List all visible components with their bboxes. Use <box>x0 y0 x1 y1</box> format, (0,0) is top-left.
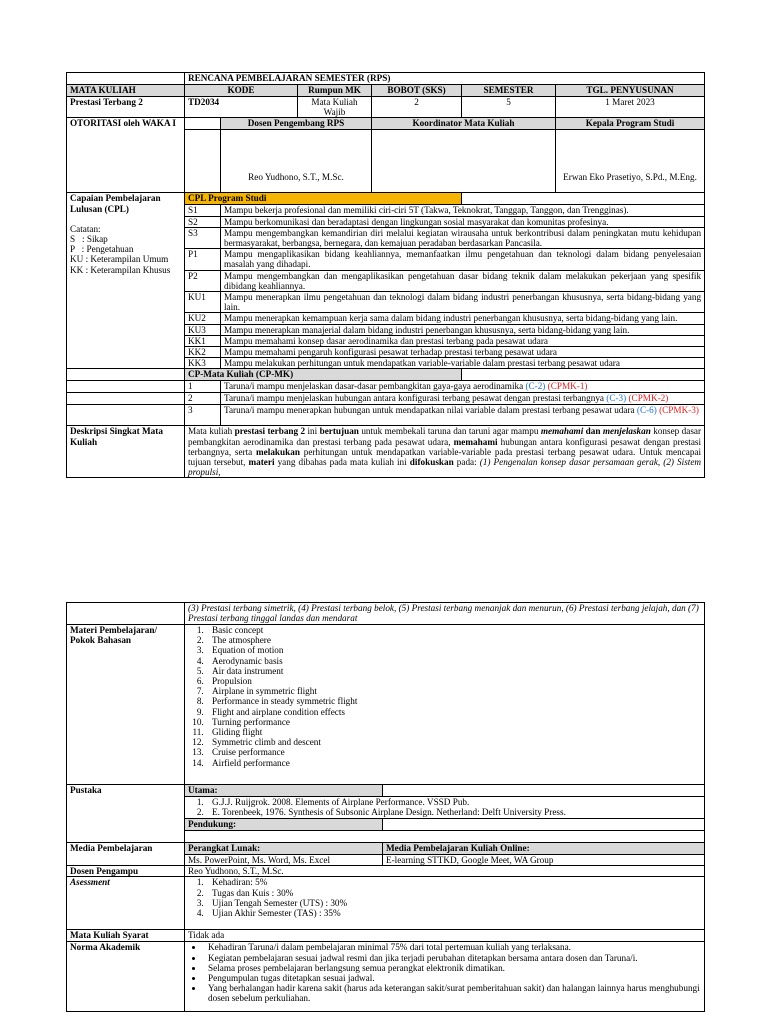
cpl-code: KK3 <box>185 358 221 369</box>
asesmen-item: 1. Kehadiran: 5% <box>206 877 701 887</box>
syarat-label: Mata Kuliah Syarat <box>67 930 185 942</box>
norma-item: • Yang berhalangan hadir karena sakit (harus ada keterangan sakit/surat pemberitahuan sakit) dan halangan lainnya harus menghubungi dosen sebelum perkuliahan. <box>204 983 701 1003</box>
col-kode: KODE <box>185 85 298 97</box>
cpl-code: S1 <box>185 205 221 216</box>
materi-item: 3. Equation of motion <box>206 645 701 655</box>
pustaka-pendukung-heading: Pendukung: <box>185 819 383 831</box>
cpl-text: Mampu mengaplikasikan bidang keahliannya, memanfaatkan ilmu pengetahuan dan teknologi dalam bidang penyelesaian masalah yang dihadapi. <box>221 249 705 270</box>
cpl-text: Mampu memahami pengaruh konfigurasi pesawat terhadap prestasi terbang pesawat udara <box>221 347 705 358</box>
role-kaprodi: Kepala Program Studi <box>556 118 705 130</box>
blank-cell <box>67 381 185 393</box>
val-semester: 5 <box>462 97 556 118</box>
materi-item: 8. Performance in steady symmetric flight <box>206 696 701 706</box>
role-koordinator: Koordinator Mata Kuliah <box>372 118 556 130</box>
blank-cell <box>383 819 705 831</box>
materi-item: 14. Airfield performance <box>206 758 701 768</box>
materi-item: 4. Aerodynamic basis <box>206 656 701 666</box>
cpmk-item <box>221 381 705 393</box>
norma-list-cell <box>185 942 705 1012</box>
materi-item: 10. Turning performance <box>206 717 701 727</box>
cpmk-heading: CP-Mata Kuliah (CP-MK) <box>185 369 462 381</box>
cpmk-code: (CPMK-3) <box>659 405 699 416</box>
blank-cell <box>67 369 185 381</box>
otorisasi-label: OTORITASI oleh WAKA I <box>67 118 185 193</box>
cpl-code: KU3 <box>185 324 221 335</box>
name-kaprodi: Erwan Eko Prasetiyo, S.Pd., M.Eng. <box>556 130 705 193</box>
role-dosen: Dosen Pengembang RPS <box>221 118 372 130</box>
col-tgl: TGL. PENYUSUNAN <box>556 85 705 97</box>
blank-cell <box>67 405 185 426</box>
cpl-note-kk: KK : Keterampilan Khusus <box>70 264 171 275</box>
cpmk-text: Taruna/i mampu menjelaskan dasar-dasar pembangkitan gaya-gaya aerodinamika <box>224 381 524 392</box>
cpl-heading: CPL Program Studi <box>185 193 462 205</box>
rps-table-page-1 <box>66 72 705 478</box>
cpl-code: P2 <box>185 270 221 291</box>
col-semester: SEMESTER <box>462 85 556 97</box>
cpl-notes-title: Catatan: <box>70 223 101 234</box>
cpl-code: P1 <box>185 249 221 270</box>
norma-label: Norma Akademik <box>67 942 185 1012</box>
asesmen-item: 2. Tugas dan Kuis : 30% <box>206 888 701 898</box>
cpmk-item <box>221 393 705 405</box>
cpmk-cognitive: (C-6) <box>636 405 657 416</box>
cpmk-code: (CPMK-1) <box>547 381 588 392</box>
media-online: E-learning STTKD, Google Meet, WA Group <box>383 855 705 866</box>
deskripsi-label: Deskripsi Singkat Mata Kuliah <box>67 426 185 478</box>
blank-cell <box>185 130 221 193</box>
materi-list-cell <box>185 625 705 785</box>
name-koordinator <box>372 130 556 193</box>
cpl-note-p: P : Pengetahuan <box>70 244 134 255</box>
cpmk-no: 3 <box>185 405 221 426</box>
cpmk-text: Taruna/i mampu menerapkan hubungan untuk mendapatkan nilai variable dalam prestasi terbang pesawat udara <box>224 405 635 416</box>
rps-table-page-2 <box>66 602 705 1012</box>
cpmk-no: 2 <box>185 393 221 405</box>
materi-item: 11. Gliding flight <box>206 727 701 737</box>
cpl-code: S3 <box>185 227 221 248</box>
norma-list <box>188 942 701 1003</box>
materi-label: Materi Pembelajaran/ Pokok Bahasan <box>67 625 185 785</box>
cpl-text: Mampu menerapkan manajerial dalam bidang industri penerbangan khususnya, serta bidang-bidang yang lain. <box>221 324 705 335</box>
blank-cell <box>185 118 221 130</box>
materi-item: 1. Basic concept <box>206 625 701 635</box>
norma-item: • Kegiatan pembelajaran sesuai jadwal resmi dan jika terjadi perubahan ditetapkan bersama antara dosen dan Taruna/i. <box>204 953 701 963</box>
cpl-text: Mampu memahami konsep dasar aerodinamika dan prestasi terbang pada pesawat udara <box>221 335 705 346</box>
asesmen-list-cell <box>185 877 705 930</box>
norma-item: • Selama proses pembelajaran berlangsung semua perangkat elektronik dimatikan. <box>204 963 701 973</box>
blank-cell <box>67 393 185 405</box>
dosen-label: Dosen Pengampu <box>67 866 185 877</box>
asesmen-label: Asessment <box>67 877 185 930</box>
col-rumpun: Rumpun MK <box>298 85 372 97</box>
blank-cell <box>383 785 705 797</box>
materi-item: 12. Symmetric climb and descent <box>206 737 701 747</box>
cpl-text: Mampu menerapkan ilmu pengetahuan dan teknologi dalam bidang industri penerbangan khususnya, serta bidang-bidang yang lain. <box>221 292 705 313</box>
media-online-heading: Media Pembelajaran Kuliah Online: <box>383 843 705 855</box>
asesmen-item: 4. Ujian Akhir Semester (TAS) : 35% <box>206 908 701 918</box>
cpl-label: Capaian Pembelajaran Lulusan (CPL) <box>70 193 161 214</box>
cpl-text: Mampu menerapkan kemampuan kerja sama dalam bidang industri penerbangan khususnya, serta bidang-bidang yang lain. <box>221 313 705 324</box>
pustaka-utama-heading: Utama: <box>185 785 383 797</box>
val-rumpun: Mata Kuliah Wajib <box>298 97 372 118</box>
cpmk-no: 1 <box>185 381 221 393</box>
blank-corner <box>67 73 185 85</box>
norma-item: • Pengumpulan tugas ditetapkan sesuai jadwal. <box>204 973 701 983</box>
pustaka-list-cell <box>185 797 705 819</box>
media-lunak: Ms. PowerPoint, Ms. Word, Ms. Excel <box>185 855 383 866</box>
asesmen-list <box>188 877 701 918</box>
cpl-code: KK2 <box>185 347 221 358</box>
deskripsi-text: Mata kuliah prestasi terbang 2 ini bertujuan untuk membekali taruna dan taruni agar mampu memahami dan menjelaskan konsep dasar pembangkitan aerodinamika dan prestasi terbang pada pesawat udara, memahami hubungan antara konfigurasi pesawat dengan prestasi terbangnya, serta melakukan perhitungan untuk mendapatkan variable-variable pada prestasi terbang pesawat udara. Untuk mencapai tujuan tersebut, materi yang dibahas pada mata kuliah ini difokuskan pada: (1) Pengenalan konsep dasar persamaan gerak, (2) Sistem propulsi, <box>185 426 705 478</box>
materi-item: 9. Flight and airplane condition effects <box>206 707 701 717</box>
blank-cell <box>67 603 185 625</box>
cpl-text: Mampu berkomunikasi dan beradaptasi dengan lingkungan sosial masyarakat dan komunitas profesinya. <box>221 216 705 227</box>
materi-item: 6. Propulsion <box>206 676 701 686</box>
val-bobot: 2 <box>372 97 462 118</box>
asesmen-item: 3. Ujian Tengah Semester (UTS) : 30% <box>206 898 701 908</box>
cpl-code: S2 <box>185 216 221 227</box>
cpmk-cognitive: (C-2) <box>525 381 546 392</box>
col-bobot: BOBOT (SKS) <box>372 85 462 97</box>
name-dosen: Reo Yudhono, S.T., M.Sc. <box>221 130 372 193</box>
cpl-label-cell <box>67 193 185 369</box>
dosen-value: Reo Yudhono, S.T., M.Sc. <box>185 866 705 877</box>
cpl-text: Mampu mengembangkan dan mengaplikasikan pengetahuan dasar bidang teknik dalam melakukan pekerjaan yang spesifik dibidang keahliannya. <box>221 270 705 291</box>
syarat-value: Tidak ada <box>185 930 705 942</box>
cpl-code: KK1 <box>185 335 221 346</box>
materi-item: 13. Cruise performance <box>206 747 701 757</box>
materi-list <box>188 625 701 768</box>
media-lunak-heading: Perangkat Lunak: <box>185 843 383 855</box>
cpl-text: Mampu bekerja profesional dan memiliki ciri-ciri 5T (Takwa, Teknokrat, Tanggap, Tanggon, dan Trengginas). <box>221 205 705 216</box>
cpl-code: KU2 <box>185 313 221 324</box>
cpmk-text: Taruna/i mampu menjelaskan hubungan antara konfigurasi terbang pesawat dengan prestasi terbangnya <box>224 393 604 404</box>
cpl-code: KU1 <box>185 292 221 313</box>
deskripsi-continuation: (3) Prestasi terbang simetrik, (4) Prestasi terbang belok, (5) Prestasi terbang menanjak dan menurun, (6) Prestasi terbang jelajah, dan (7) Prestasi terbang tinggal landas dan mendarat <box>185 603 705 625</box>
col-mata-kuliah: MATA KULIAH <box>67 85 185 97</box>
materi-item: 2. The atmosphere <box>206 635 701 645</box>
norma-item: • Kehadiran Taruna/i dalam pembelajaran minimal 75% dari total pertemuan kuliah yang terlaksana. <box>204 942 701 952</box>
cpl-note-ku: KU : Keterampilan Umum <box>70 254 169 265</box>
cpl-text: Mampu mengembangkan kemandirian diri melalui kegiatan wirausaha untuk berkontribusi dalam peningkatan mutu kehidupan bermasyarakat, berbangsa, bernegara, dan kemajuan peradaban berdasarkan Pancasila. <box>221 227 705 248</box>
pustaka-item: 2. E. Torenbeek, 1976. Synthesis of Subsonic Airplane Design. Netherland: Delft University Press. <box>206 807 701 817</box>
val-tgl: 1 Maret 2023 <box>556 97 705 118</box>
cpl-note-s: S : Sikap <box>70 234 108 245</box>
blank-cell <box>185 831 705 843</box>
media-label: Media Pembelajaran <box>67 843 185 866</box>
blank-cell <box>462 193 705 205</box>
materi-item: 5. Air data instrument <box>206 666 701 676</box>
val-mata-kuliah: Prestasi Terbang 2 <box>67 97 185 118</box>
pustaka-list <box>188 797 701 817</box>
cpmk-code: (CPMK-2) <box>628 393 669 404</box>
document-title: RENCANA PEMBELAJARAN SEMESTER (RPS) <box>185 73 705 85</box>
cpmk-item <box>221 405 705 426</box>
cpmk-cognitive: (C-3) <box>606 393 627 404</box>
pustaka-label: Pustaka <box>67 785 185 843</box>
val-kode: TD2034 <box>185 97 298 118</box>
blank-cell <box>462 369 705 381</box>
materi-item: 7. Airplane in symmetric flight <box>206 686 701 696</box>
pustaka-item: 1. G.J.J. Ruijgrok. 2008. Elements of Airplane Performance. VSSD Pub. <box>206 797 701 807</box>
cpl-text: Mampu melakukan perhitungan untuk mendapatkan variable-variable dalam prestasi terbang pesawat udara <box>221 358 705 369</box>
